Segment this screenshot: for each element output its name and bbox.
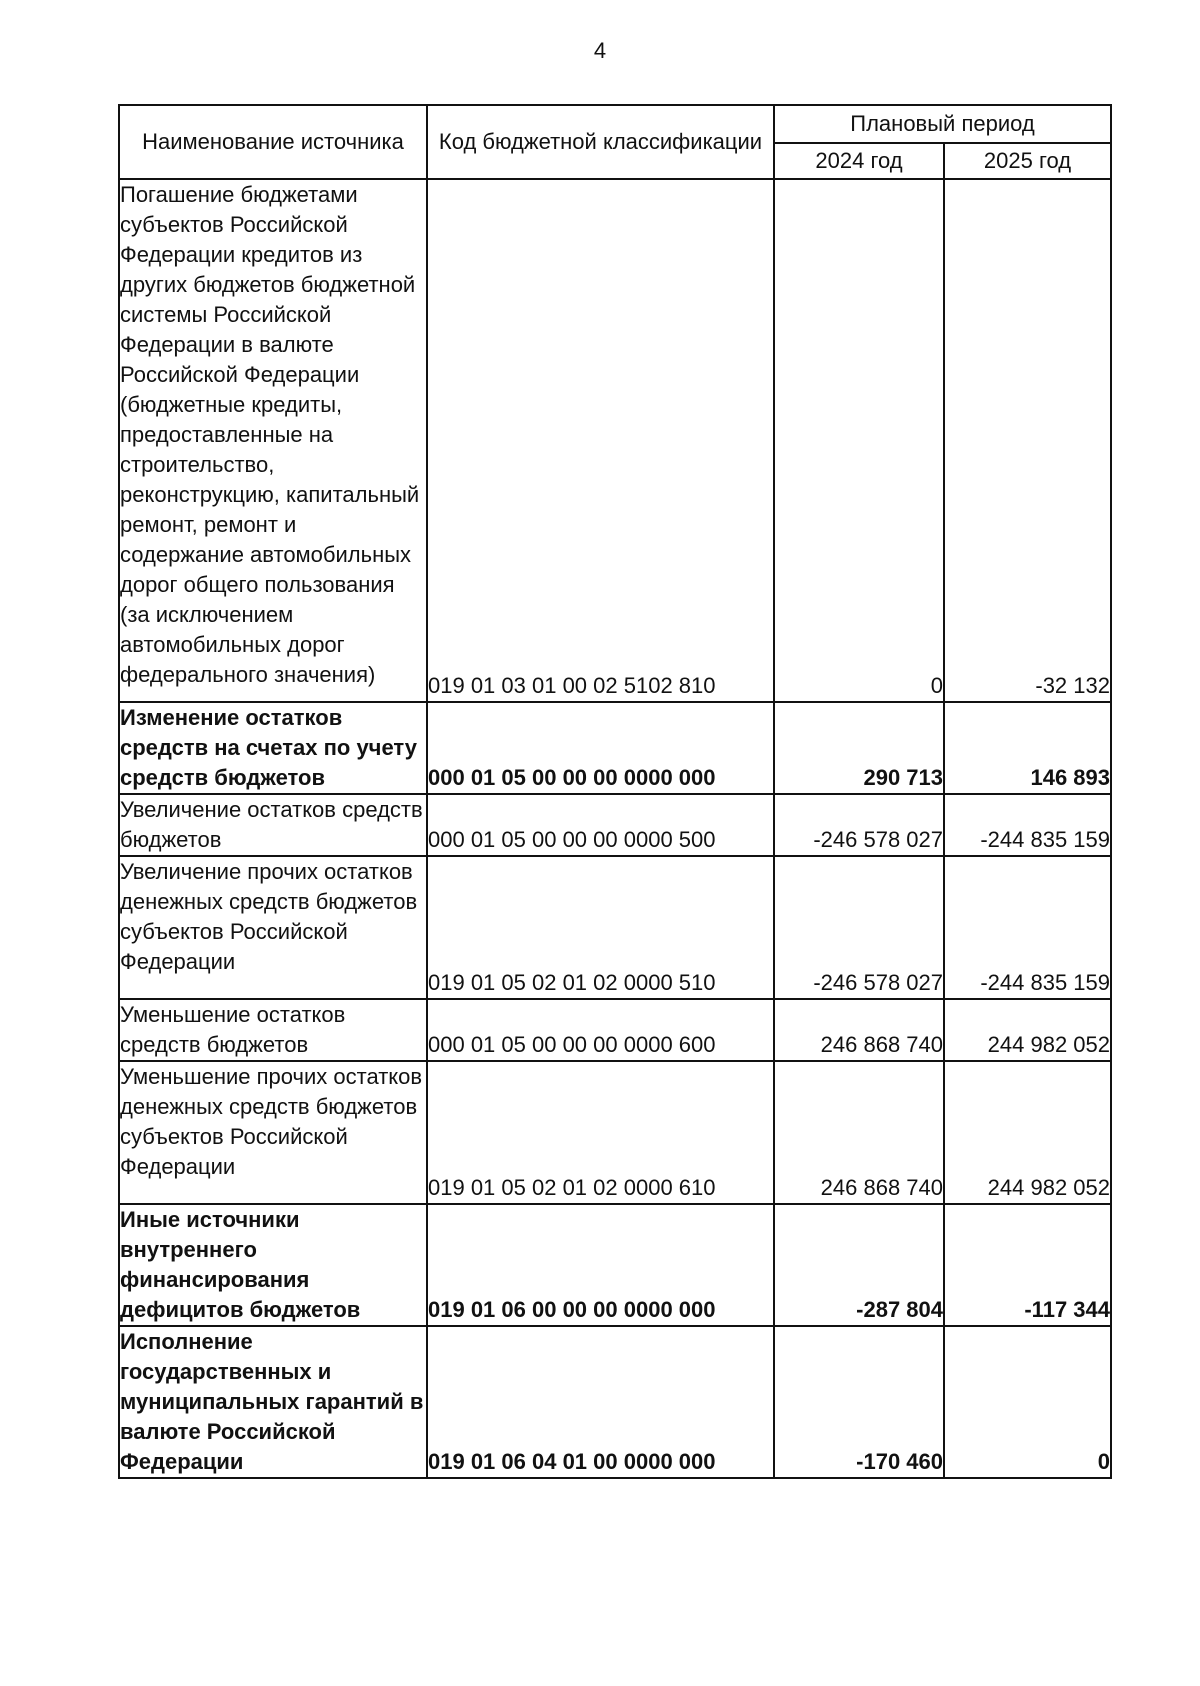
budget-code-cell: 000 01 05 00 00 00 0000 500: [427, 794, 774, 856]
table-row: [119, 1204, 1111, 1326]
source-name-cell: Уменьшение остатков средств бюджетов: [119, 999, 427, 1061]
table-row: [119, 179, 1111, 702]
amount-2024-cell: 246 868 740: [774, 999, 944, 1061]
budget-code-cell: 019 01 06 04 01 00 0000 000: [427, 1326, 774, 1478]
header-year-2025: 2025 год: [944, 143, 1111, 179]
amount-2024-cell: -287 804: [774, 1204, 944, 1326]
header-budget-code: Код бюджетной классификации: [427, 105, 774, 179]
source-name-cell: Увеличение остатков средств бюджетов: [119, 794, 427, 856]
amount-2024-cell: 290 713: [774, 702, 944, 794]
source-name-cell: Иные источники внутреннего финансирования дефицитов бюджетов: [119, 1204, 427, 1326]
amount-2024-cell: 0: [774, 179, 944, 702]
table-row: [119, 1326, 1111, 1478]
table-row: [119, 1061, 1111, 1204]
table-row: [119, 999, 1111, 1061]
budget-code-cell: 019 01 05 02 01 02 0000 610: [427, 1061, 774, 1204]
amount-2024-cell: 246 868 740: [774, 1061, 944, 1204]
amount-2025-cell: 244 982 052: [944, 999, 1111, 1061]
amount-2025-cell: 244 982 052: [944, 1061, 1111, 1204]
amount-2024-cell: -170 460: [774, 1326, 944, 1478]
amount-2025-cell: -32 132: [944, 179, 1111, 702]
amount-2025-cell: 0: [944, 1326, 1111, 1478]
source-name-cell: Погашение бюджетами субъектов Российской Федерации кредитов из других бюджетов бюджетной системы Российской Федерации в валюте Российской Федерации (бюджетные кредиты, предоставленные на строительство, реконструкцию, капитальный ремонт, ремонт и содержание автомобильных дорог общего пользования (за исключением автомобильных дорог федерального значения): [119, 179, 427, 702]
table-row: [119, 856, 1111, 999]
page-number: 4: [593, 38, 607, 63]
budget-code-cell: 000 01 05 00 00 00 0000 000: [427, 702, 774, 794]
budget-sources-table: [118, 104, 1112, 1479]
amount-2025-cell: 146 893: [944, 702, 1111, 794]
amount-2025-cell: -244 835 159: [944, 856, 1111, 999]
amount-2025-cell: -117 344: [944, 1204, 1111, 1326]
amount-2025-cell: -244 835 159: [944, 794, 1111, 856]
amount-2024-cell: -246 578 027: [774, 856, 944, 999]
source-name-cell: Исполнение государственных и муниципальных гарантий в валюте Российской Федерации: [119, 1326, 427, 1478]
budget-code-cell: 019 01 05 02 01 02 0000 510: [427, 856, 774, 999]
header-planning-period: Плановый период: [774, 105, 1111, 143]
budget-code-cell: 019 01 06 00 00 00 0000 000: [427, 1204, 774, 1326]
table-row: [119, 702, 1111, 794]
budget-code-cell: 000 01 05 00 00 00 0000 600: [427, 999, 774, 1061]
table-body: [119, 179, 1111, 1478]
budget-code-cell: 019 01 03 01 00 02 5102 810: [427, 179, 774, 702]
table-row: [119, 794, 1111, 856]
source-name-cell: Увеличение прочих остатков денежных средств бюджетов субъектов Российской Федерации: [119, 856, 427, 999]
header-source-name: Наименование источника: [119, 105, 427, 179]
source-name-cell: Уменьшение прочих остатков денежных средств бюджетов субъектов Российской Федерации: [119, 1061, 427, 1204]
source-name-cell: Изменение остатков средств на счетах по учету средств бюджетов: [119, 702, 427, 794]
amount-2024-cell: -246 578 027: [774, 794, 944, 856]
header-year-2024: 2024 год: [774, 143, 944, 179]
